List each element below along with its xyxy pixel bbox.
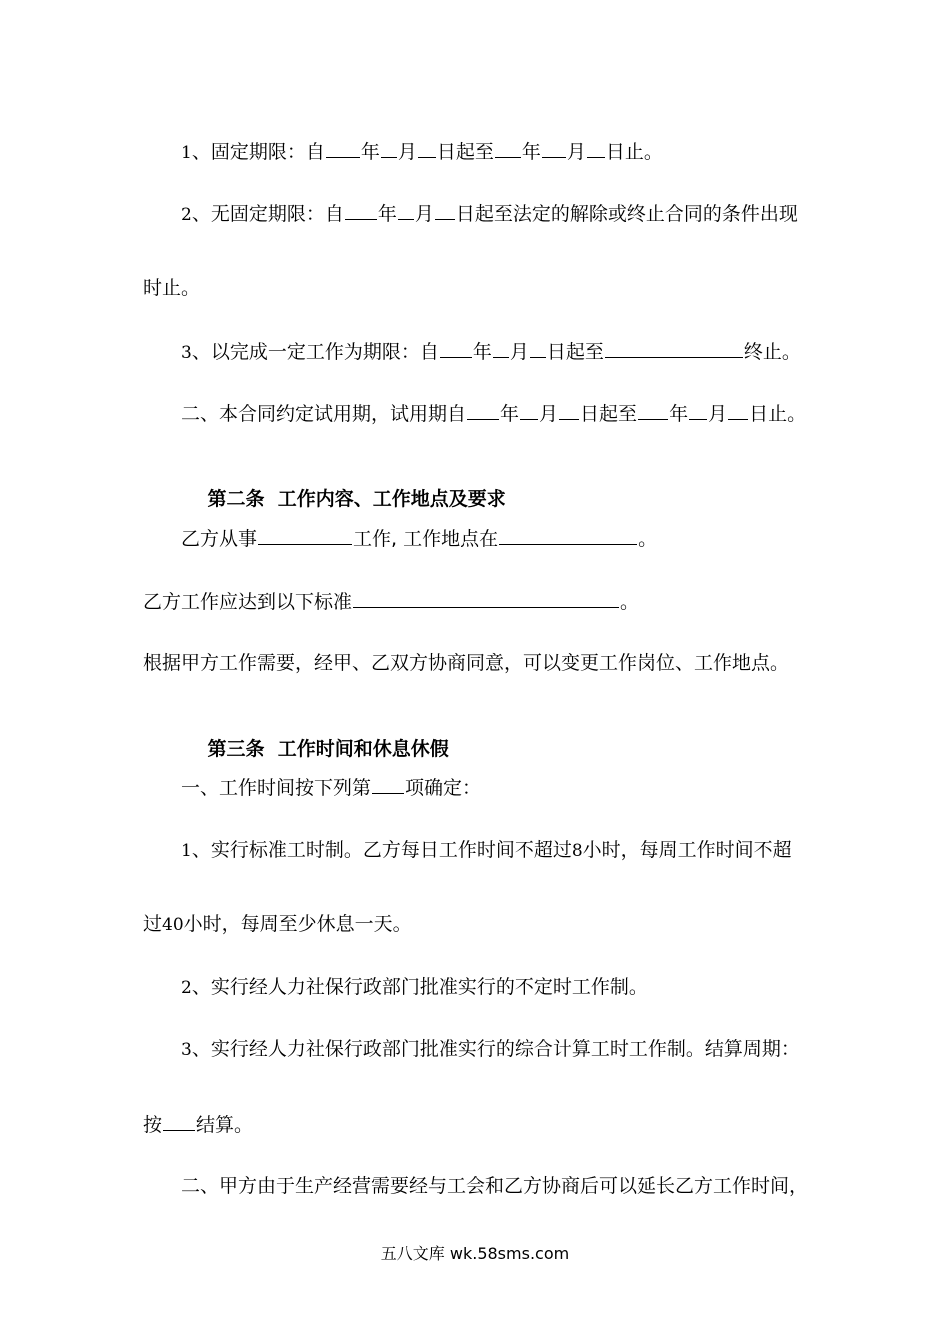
settlement-line: 按 结算。 xyxy=(143,1114,254,1136)
blank-month[interactable] xyxy=(398,201,414,220)
blank-month[interactable] xyxy=(493,339,509,358)
blank-month[interactable] xyxy=(381,139,397,158)
blank-year[interactable] xyxy=(440,339,472,358)
section-heading-article-2: 第二条 工作内容、工作地点及要求 xyxy=(207,488,506,510)
blank-option[interactable] xyxy=(372,775,404,794)
blank-year[interactable] xyxy=(495,139,521,158)
blank-end-condition[interactable] xyxy=(605,339,743,358)
fixed-term-line: 1、固定期限：自 年 月 日起至 年 月 日止。 xyxy=(181,141,663,163)
blank-day[interactable] xyxy=(728,401,748,420)
standard-hours-line: 1、实行标准工时制。乙方每日工作时间不超过8小时，每周工作时间不超 xyxy=(181,839,792,861)
blank-year[interactable] xyxy=(326,139,360,158)
comprehensive-hours-line: 3、实行经人力社保行政部门批准实行的综合计算工时工作制。结算周期： xyxy=(181,1038,800,1060)
item-number: 3 xyxy=(181,1040,192,1060)
blank-year[interactable] xyxy=(467,401,499,420)
blank-year[interactable] xyxy=(345,201,377,220)
blank-year[interactable] xyxy=(638,401,668,420)
item-number: 2 xyxy=(181,978,192,998)
item-number: 1 xyxy=(181,143,192,163)
blank-settlement-period[interactable] xyxy=(163,1112,195,1131)
task-term-line: 3、以完成一定工作为期限：自 年 月 日起至 终止。 xyxy=(181,341,801,363)
item-number: 3 xyxy=(181,343,192,363)
continuation-text: 时止。 xyxy=(143,277,201,299)
footer-watermark: 五八文库 wk.58sms.com xyxy=(380,1244,570,1263)
blank-month[interactable] xyxy=(542,139,566,158)
blank-month[interactable] xyxy=(520,401,538,420)
work-standard-line: 乙方工作应达到以下标准 。 xyxy=(143,591,640,613)
blank-day[interactable] xyxy=(559,401,579,420)
blank-job[interactable] xyxy=(258,526,352,545)
section-heading-article-3: 第三条 工作时间和休息休假 xyxy=(207,738,449,760)
work-time-option-line: 一、工作时间按下列第 项确定： xyxy=(181,777,482,799)
change-position-text: 根据甲方工作需要，经甲、乙双方协商同意，可以变更工作岗位、工作地点。 xyxy=(143,652,790,674)
flexible-hours-line: 2、实行经人力社保行政部门批准实行的不定时工作制。 xyxy=(181,976,648,998)
probation-line: 二、本合同约定试用期，试用期自 年 月 日起至 年 月 日止。 xyxy=(181,403,807,425)
blank-location[interactable] xyxy=(499,526,637,545)
standard-hours-continuation: 过40小时，每周至少休息一天。 xyxy=(143,913,412,935)
blank-day[interactable] xyxy=(418,139,436,158)
blank-month[interactable] xyxy=(689,401,707,420)
open-term-line: 2、无固定期限：自 年 月 日起至法定的解除或终止合同的条件出现 xyxy=(181,203,798,225)
overtime-line: 二、甲方由于生产经营需要经与工会和乙方协商后可以延长乙方工作时间， xyxy=(181,1175,809,1197)
blank-standard[interactable] xyxy=(353,589,619,608)
item-number: 2 xyxy=(181,205,192,225)
blank-day[interactable] xyxy=(435,201,455,220)
blank-day[interactable] xyxy=(587,139,605,158)
blank-day[interactable] xyxy=(530,339,546,358)
job-content-line: 乙方从事 工作, 工作地点在 。 xyxy=(181,528,658,550)
item-number: 1 xyxy=(181,841,192,861)
